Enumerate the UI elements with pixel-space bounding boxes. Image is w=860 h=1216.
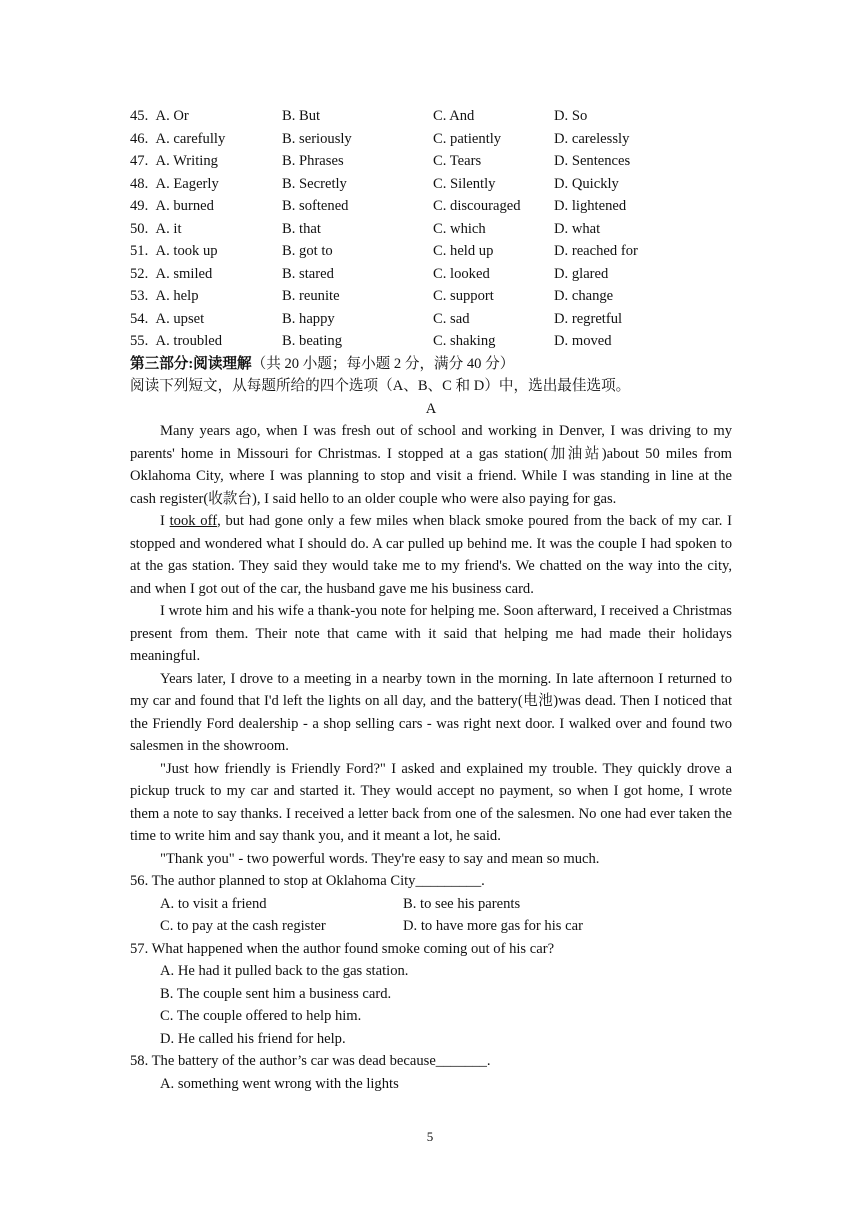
option-a (130, 128, 225, 151)
option-d: D. carelessly (554, 130, 630, 147)
passage-paragraph-1: Many years ago, when I was fresh out of school and working in Denver, I was driving to my parents' home in Missouri for Christmas. I stopped at a gas station(加油站)about 50 miles from Oklahoma City, where I was planning to stop and visit a friend. While I was standing in line at the cash register(收款台), I said hello to an older couple who were also paying for gas. (130, 423, 732, 507)
option-text: A. Writing (155, 153, 218, 169)
p2-text-start: I (160, 513, 170, 529)
q57-option-c: C. The couple offered to help him. (160, 1008, 362, 1024)
option-b: B. got to (282, 243, 333, 259)
question-number: 47. (130, 153, 149, 169)
option-b: B. seriously (282, 130, 352, 147)
option-a (130, 263, 212, 286)
option-row (130, 173, 732, 196)
option-c: C. shaking (433, 333, 496, 349)
option-text: A. it (155, 220, 182, 237)
option-b: B. stared (282, 265, 334, 282)
option-d: D. Quickly (554, 175, 619, 192)
option-row (130, 105, 732, 128)
passage-paragraph-2 (130, 510, 732, 600)
option-b: B. reunite (282, 288, 340, 304)
q56-option-c: C. to pay at the cash register (160, 918, 326, 934)
question-number: 54. (130, 310, 149, 327)
question-number: 46. (130, 130, 149, 147)
option-a (130, 173, 219, 196)
question-58: 58. The battery of the author’s car was dead because_______. (130, 1053, 491, 1069)
question-number: 51. (130, 243, 149, 259)
option-a (130, 195, 214, 218)
option-row (130, 285, 732, 308)
section-title: 第三部分:阅读理解 (130, 355, 252, 372)
option-d: D. what (554, 220, 601, 237)
option-b: B. But (282, 108, 321, 124)
option-text: A. troubled (155, 333, 223, 349)
option-a (130, 330, 222, 353)
option-row (130, 195, 732, 218)
option-c: C. which (433, 220, 486, 237)
q56-option-d: D. to have more gas for his car (403, 918, 583, 934)
option-row (130, 218, 732, 241)
p2-text-end: , but had gone only a few miles when black smoke poured from the back of my car. I stopped and wondered what I should do. A car pulled up behind me. It was the couple I had spoken to at the gas station. They said they would take me to my friend's. We chatted on the way into the city, and when I got out of the car, the husband gave me his business card. (130, 513, 732, 597)
option-a (130, 218, 182, 241)
question-number: 53. (130, 288, 149, 304)
passage-label: A (425, 400, 437, 417)
question-number: 49. (130, 198, 149, 214)
passage-paragraph-6: "Thank you" - two powerful words. They're easy to say and mean so much. (160, 850, 600, 867)
option-row (130, 330, 732, 353)
section-subtitle: （共 20 小题；每小题 2 分，满分 40 分） (251, 355, 515, 372)
option-text: A. help (155, 288, 199, 304)
passage-paragraph-3: I wrote him and his wife a thank-you note for helping me. Soon afterward, I received a Christmas present from them. Their note that came with it said that helping me had made their holidays meaningful. (130, 603, 732, 664)
option-row (130, 263, 732, 286)
option-b: B. softened (282, 198, 349, 214)
question-number: 50. (130, 220, 149, 237)
section-instruction: 阅读下列短文，从每题所给的四个选项（A、B、C 和 D）中，选出最佳选项。 (130, 378, 631, 394)
option-c: C. looked (433, 265, 490, 282)
section-heading (130, 353, 732, 376)
option-row (130, 128, 732, 151)
q57-option-d: D. He called his friend for help. (160, 1030, 346, 1047)
option-a (130, 285, 199, 308)
option-a (130, 240, 218, 263)
option-text: A. Eagerly (155, 175, 219, 192)
option-text: A. burned (155, 198, 214, 214)
option-c: C. discouraged (433, 198, 521, 214)
option-b: B. Phrases (282, 153, 344, 169)
option-a (130, 308, 204, 331)
question-57: 57. What happened when the author found smoke coming out of his car? (130, 940, 555, 957)
question-number: 52. (130, 265, 149, 282)
question-56: 56. The author planned to stop at Oklahoma City_________. (130, 873, 485, 889)
option-b: B. beating (282, 333, 342, 349)
q58-option-a: A. something went wrong with the lights (160, 1075, 399, 1092)
option-row (130, 150, 732, 173)
question-number: 55. (130, 333, 149, 349)
option-a (130, 105, 189, 128)
option-text: A. smiled (155, 265, 213, 282)
option-c: C. held up (433, 243, 494, 259)
underlined-phrase: took off (169, 513, 218, 529)
page-number: 5 (426, 1129, 434, 1144)
option-c: C. patiently (433, 130, 502, 147)
question-56-choices-row-2 (130, 915, 732, 938)
option-c: C. Silently (433, 175, 496, 192)
question-number: 45. (130, 108, 149, 124)
option-text: A. carefully (155, 130, 226, 147)
document-page (130, 105, 732, 1095)
option-d: D. regretful (554, 310, 623, 327)
option-a (130, 150, 218, 173)
q56-option-b: B. to see his parents (403, 895, 521, 912)
q57-option-b: B. The couple sent him a business card. (160, 985, 392, 1002)
option-text: A. Or (155, 108, 189, 124)
passage-paragraph-4: Years later, I drove to a meeting in a nearby town in the morning. In late afternoon I returned to my car and found that I'd left the lights on all day, and the battery(电池)was dead. Then I noticed that the Friendly Ford dealership - a shop selling cars - was right next door. I walked over and found two salesmen in the showroom. (130, 670, 732, 754)
question-56-choices-row-1 (130, 893, 732, 916)
option-d: D. So (554, 108, 588, 124)
option-b: B. Secretly (282, 175, 347, 192)
option-row (130, 240, 732, 263)
q56-option-a: A. to visit a friend (160, 895, 267, 912)
q57-option-a: A. He had it pulled back to the gas station. (160, 963, 409, 979)
option-text: A. upset (155, 310, 205, 327)
passage-paragraph-5: "Just how friendly is Friendly Ford?" I asked and explained my trouble. They quickly drove a pickup truck to my car and started it. They would accept no payment, so when I got home, I wrote them a note to say thanks. I received a letter back from one of the salesmen. No one had ever taken the time to write him and say thank you, and it meant a lot, he said. (130, 760, 732, 844)
option-d: D. reached for (554, 243, 638, 259)
option-text: A. took up (155, 243, 218, 259)
question-number: 48. (130, 175, 149, 192)
option-c: C. Tears (433, 153, 482, 169)
option-d: D. lightened (554, 198, 627, 214)
option-c: C. sad (433, 310, 470, 327)
option-b: B. happy (282, 310, 335, 327)
option-b: B. that (282, 220, 321, 237)
option-c: C. support (433, 288, 494, 304)
option-d: D. change (554, 288, 614, 304)
option-c: C. And (433, 108, 475, 124)
option-row (130, 308, 732, 331)
option-d: D. moved (554, 333, 612, 349)
option-d: D. glared (554, 265, 609, 282)
cloze-options-list (130, 105, 732, 353)
option-d: D. Sentences (554, 153, 631, 169)
